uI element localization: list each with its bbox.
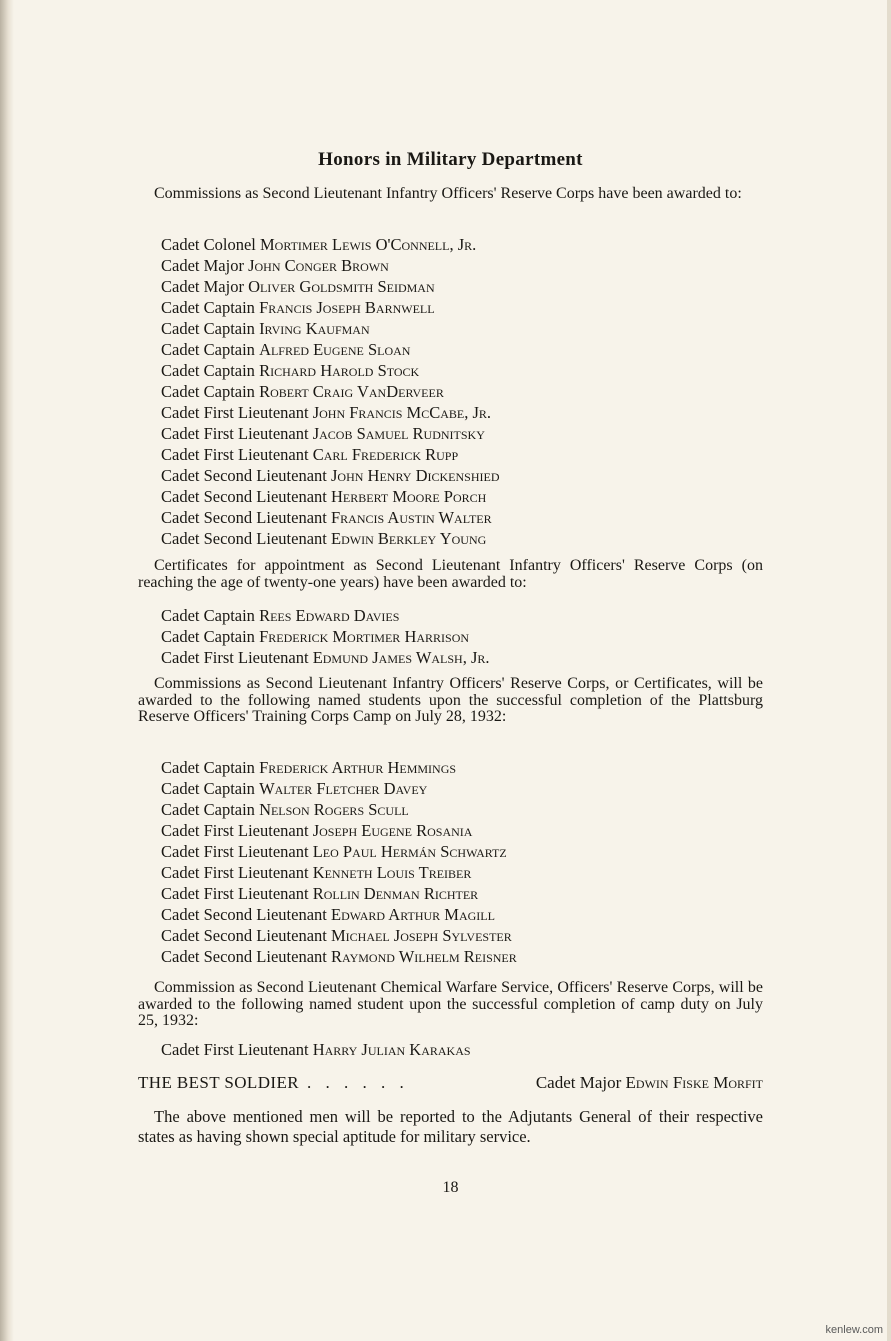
chemical-list [161,1039,471,1060]
cadet-entry [161,862,517,883]
cadet-name: Frederick Mortimer Harrison [259,627,470,646]
cadet-rank: Cadet Colonel [161,235,256,254]
cadet-name: Carl Frederick Rupp [312,445,459,464]
commissions-intro: Commissions as Second Lieutenant Infantry Officers' Reserve Corps have been awarded to: [154,185,742,202]
cadet-entry [161,946,517,967]
cadet-entry [161,647,490,668]
best-soldier-recipient [536,1072,763,1094]
cadet-name: Walter Fletcher Davey [259,779,428,798]
cadet-entry [161,820,517,841]
cadet-name: Irving Kaufman [259,319,370,338]
cadet-name: Edmund James Walsh, Jr. [312,648,490,667]
cadet-rank: Cadet Captain [161,800,255,819]
cadet-entry [161,778,517,799]
best-soldier-name: Edwin Fiske Morfit [625,1073,763,1092]
cadet-name: Herbert Moore Porch [331,487,487,506]
cadet-entry [161,360,500,381]
cadet-name: Edwin Berkley Young [331,529,487,548]
cadet-rank: Cadet Captain [161,319,255,338]
cadet-entry [161,799,517,820]
cadet-entry [161,605,490,626]
cadet-entry [161,626,490,647]
cadet-name: John Francis McCabe, Jr. [312,403,492,422]
cadet-entry [161,883,517,904]
cadet-name: Richard Harold Stock [259,361,420,380]
cadet-name: Francis Joseph Barnwell [259,298,435,317]
cadet-rank: Cadet Captain [161,606,255,625]
cadet-name: John Conger Brown [248,256,389,275]
cadet-entry [161,757,517,778]
cadet-entry [161,841,517,862]
certificates-list [161,605,490,668]
cadet-entry [161,234,500,255]
cadet-rank: Cadet Captain [161,298,255,317]
page-title: Honors in Military Department [318,149,583,170]
cadet-rank: Cadet Second Lieutenant [161,508,327,527]
cadet-entry [161,276,500,297]
cadet-rank: Cadet First Lieutenant [161,424,309,443]
cadet-entry [161,318,500,339]
cadet-name: Nelson Rogers Scull [259,800,409,819]
cadet-rank: Cadet Captain [161,382,255,401]
cadet-name: Oliver Goldsmith Seidman [248,277,435,296]
cadet-rank: Cadet Captain [161,361,255,380]
cadet-name: Michael Joseph Sylvester [331,926,512,945]
cadet-entry [161,1039,471,1060]
cadet-name: Raymond Wilhelm Reisner [331,947,517,966]
cadet-rank: Cadet First Lieutenant [161,863,309,882]
cadet-entry [161,904,517,925]
commissions-list [161,234,500,549]
cadet-rank: Cadet First Lieutenant [161,1040,309,1059]
cadet-rank: Cadet Captain [161,758,255,777]
watermark: kenlew.com [825,1324,883,1336]
cadet-rank: Cadet Captain [161,627,255,646]
plattsburg-intro: Commissions as Second Lieutenant Infantry Officers' Reserve Corps, or Certificates, will be awarded to the following named students upon the successful completion of the Plattsburg Reserve Officers' Training Corps Camp on July 28, 1932: [138,675,763,725]
cadet-entry [161,339,500,360]
cadet-entry [161,528,500,549]
cadet-name: Alfred Eugene Sloan [259,340,411,359]
best-soldier-rank: Cadet Major [535,1073,622,1092]
best-soldier-line [138,1072,763,1094]
cadet-rank: Cadet Major [161,277,244,296]
cadet-rank: Cadet First Lieutenant [161,842,309,861]
cadet-rank: Cadet Second Lieutenant [161,905,327,924]
cadet-entry [161,465,500,486]
cadet-entry [161,402,500,423]
cadet-rank: Cadet Captain [161,779,255,798]
cadet-rank: Cadet Second Lieutenant [161,926,327,945]
cadet-name: Harry Julian Karakas [312,1040,471,1059]
cadet-rank: Cadet Major [161,256,244,275]
cadet-rank: Cadet Captain [161,340,255,359]
cadet-name: Francis Austin Walter [331,508,492,527]
cadet-name: Robert Craig VanDerveer [259,382,444,401]
plattsburg-list [161,757,517,967]
cadet-name: Jacob Samuel Rudnitsky [312,424,485,443]
cadet-name: John Henry Dickenshied [331,466,500,485]
leader-dots: . . . . . . [306,1073,409,1092]
cadet-entry [161,423,500,444]
cadet-rank: Cadet Second Lieutenant [161,947,327,966]
best-soldier-label: THE BEST SOLDIER [138,1073,299,1092]
page-binding-shadow [0,0,14,1341]
chemical-intro: Commission as Second Lieutenant Chemical Warfare Service, Officers' Reserve Corps, will be awarded to the following named student upon the successful completion of camp duty on July 25, 1932: [138,979,763,1029]
cadet-entry [161,297,500,318]
cadet-name: Leo Paul Hermán Schwartz [312,842,507,861]
cadet-entry [161,486,500,507]
cadet-entry [161,444,500,465]
page-edge [887,0,891,1341]
cadet-name: Edward Arthur Magill [331,905,495,924]
cadet-rank: Cadet First Lieutenant [161,821,309,840]
cadet-entry [161,255,500,276]
cadet-rank: Cadet First Lieutenant [161,445,309,464]
cadet-entry [161,507,500,528]
certificates-intro: Certificates for appointment as Second Lieutenant Infantry Officers' Reserve Corps (on reaching the age of twenty-one years) have been awarded to: [138,557,763,591]
cadet-rank: Cadet First Lieutenant [161,403,309,422]
cadet-rank: Cadet Second Lieutenant [161,529,327,548]
cadet-name: Joseph Eugene Rosania [312,821,473,840]
cadet-name: Frederick Arthur Hemmings [259,758,457,777]
cadet-name: Rees Edward Davies [259,606,400,625]
cadet-entry [161,381,500,402]
cadet-rank: Cadet Second Lieutenant [161,487,327,506]
cadet-name: Kenneth Louis Treiber [312,863,472,882]
cadet-entry [161,925,517,946]
closing-paragraph: The above mentioned men will be reported to the Adjutants General of their respective states as having shown special aptitude for military service. [138,1107,763,1146]
cadet-rank: Cadet First Lieutenant [161,648,309,667]
cadet-name: Mortimer Lewis O'Connell, Jr. [259,235,477,254]
cadet-name: Rollin Denman Richter [312,884,479,903]
cadet-rank: Cadet First Lieutenant [161,884,309,903]
cadet-rank: Cadet Second Lieutenant [161,466,327,485]
page-number: 18 [442,1179,459,1196]
